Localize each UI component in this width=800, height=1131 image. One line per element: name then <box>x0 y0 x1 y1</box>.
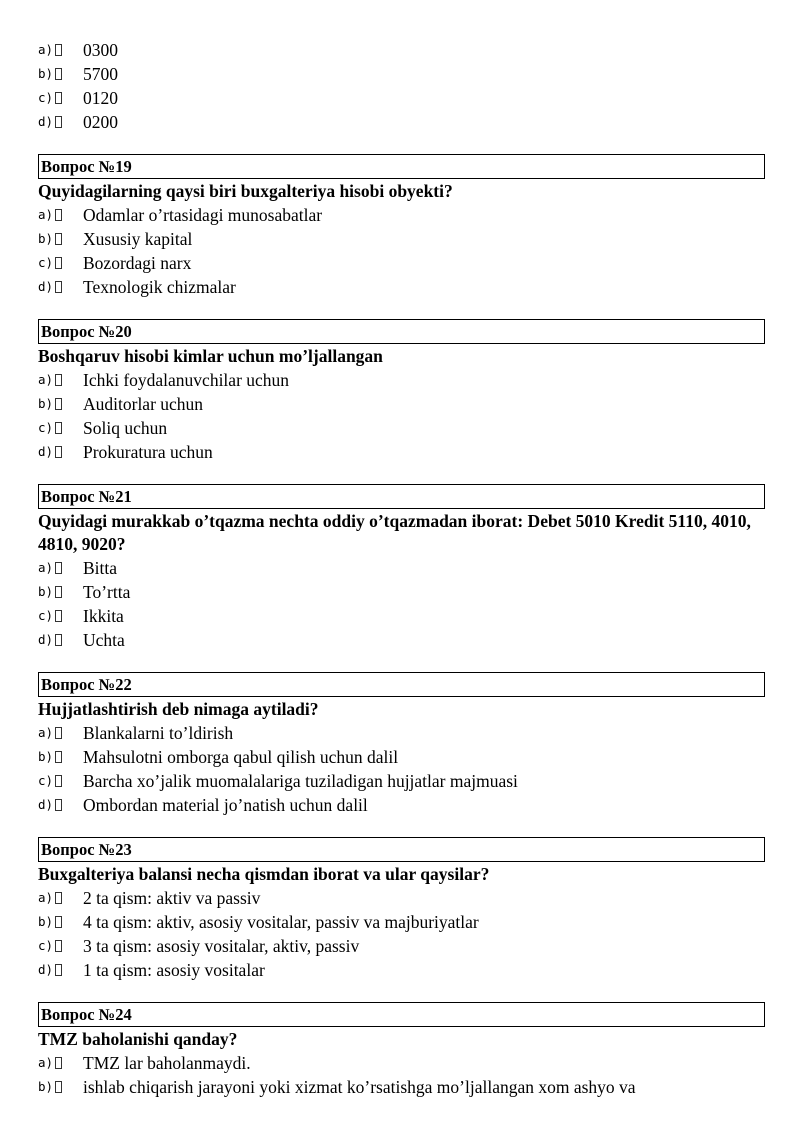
checkbox-icon[interactable] <box>55 1081 62 1093</box>
option-letter: d) <box>38 793 83 817</box>
option-a[interactable] <box>38 721 765 745</box>
checkbox-icon[interactable] <box>55 374 62 386</box>
option-b[interactable] <box>38 62 765 86</box>
option-d[interactable] <box>38 793 765 817</box>
option-text: Mahsulotni omborga qabul qilish uchun dalil <box>83 747 399 767</box>
question-block-21 <box>38 484 765 652</box>
option-letter: b) <box>38 1075 83 1099</box>
question-text: Buxgalteriya balansi necha qismdan iborat va ular qaysilar? <box>38 864 490 884</box>
question-header: Вопрос №20 <box>38 319 765 344</box>
option-a[interactable] <box>38 368 765 392</box>
option-d[interactable] <box>38 275 765 299</box>
option-text: 3 ta qism: asosiy vositalar, aktiv, passiv <box>83 936 360 956</box>
option-text: Prokuratura uchun <box>83 442 213 462</box>
checkbox-icon[interactable] <box>55 586 62 598</box>
option-b[interactable] <box>38 227 765 251</box>
checkbox-icon[interactable] <box>55 68 62 80</box>
test-page <box>38 38 765 1099</box>
option-letter: a) <box>38 1051 83 1075</box>
option-letter: a) <box>38 556 83 580</box>
option-letter: c) <box>38 769 83 793</box>
option-letter: d) <box>38 110 83 134</box>
option-b[interactable] <box>38 910 765 934</box>
option-text: Barcha xo’jalik muomalalariga tuziladigan hujjatlar majmuasi <box>83 771 518 791</box>
option-letter: c) <box>38 251 83 275</box>
question-block-19 <box>38 154 765 299</box>
option-text: Uchta <box>83 630 125 650</box>
question-block-23 <box>38 837 765 982</box>
option-text: 0120 <box>83 88 118 108</box>
checkbox-icon[interactable] <box>55 751 62 763</box>
question-text: Quyidagilarning qaysi biri buxgalteriya hisobi obyekti? <box>38 181 453 201</box>
checkbox-icon[interactable] <box>55 116 62 128</box>
checkbox-icon[interactable] <box>55 1057 62 1069</box>
option-b[interactable] <box>38 745 765 769</box>
option-letter: b) <box>38 910 83 934</box>
option-d[interactable] <box>38 958 765 982</box>
option-text: 4 ta qism: aktiv, asosiy vositalar, passiv va majburiyatlar <box>83 912 479 932</box>
checkbox-icon[interactable] <box>55 446 62 458</box>
option-c[interactable] <box>38 934 765 958</box>
option-c[interactable] <box>38 416 765 440</box>
checkbox-icon[interactable] <box>55 398 62 410</box>
checkbox-icon[interactable] <box>55 727 62 739</box>
question-text: Quyidagi murakkab o’tqazma nechta oddiy o’tqazmadan iborat: Debet 5010 Kredit 5110, 4010, 4810, 9020? <box>38 511 751 554</box>
option-text: 5700 <box>83 64 118 84</box>
option-letter: a) <box>38 38 83 62</box>
checkbox-icon[interactable] <box>55 916 62 928</box>
checkbox-icon[interactable] <box>55 634 62 646</box>
option-c[interactable] <box>38 769 765 793</box>
option-b[interactable] <box>38 392 765 416</box>
checkbox-icon[interactable] <box>55 799 62 811</box>
option-letter: c) <box>38 86 83 110</box>
option-text: Xususiy kapital <box>83 229 193 249</box>
option-letter: d) <box>38 275 83 299</box>
option-letter: b) <box>38 580 83 604</box>
question-header: Вопрос №24 <box>38 1002 765 1027</box>
option-letter: d) <box>38 628 83 652</box>
option-letter: a) <box>38 368 83 392</box>
checkbox-icon[interactable] <box>55 44 62 56</box>
option-letter: c) <box>38 604 83 628</box>
option-text: Bitta <box>83 558 118 578</box>
question-text: Hujjatlashtirish deb nimaga aytiladi? <box>38 699 319 719</box>
option-d[interactable] <box>38 440 765 464</box>
checkbox-icon[interactable] <box>55 964 62 976</box>
option-text: Bozordagi narx <box>83 253 192 273</box>
option-b[interactable] <box>38 1075 765 1099</box>
checkbox-icon[interactable] <box>55 209 62 221</box>
checkbox-icon[interactable] <box>55 562 62 574</box>
option-d[interactable] <box>38 628 765 652</box>
checkbox-icon[interactable] <box>55 92 62 104</box>
option-text: Auditorlar uchun <box>83 394 204 414</box>
option-text: Ichki foydalanuvchilar uchun <box>83 370 290 390</box>
option-letter: b) <box>38 62 83 86</box>
checkbox-icon[interactable] <box>55 892 62 904</box>
option-letter: a) <box>38 721 83 745</box>
option-text: To’rtta <box>83 582 131 602</box>
option-text: TMZ lar baholanmaydi. <box>83 1053 251 1073</box>
option-text: Ombordan material jo’natish uchun dalil <box>83 795 368 815</box>
option-letter: c) <box>38 416 83 440</box>
option-letter: b) <box>38 745 83 769</box>
checkbox-icon[interactable] <box>55 281 62 293</box>
checkbox-icon[interactable] <box>55 940 62 952</box>
option-b[interactable] <box>38 580 765 604</box>
option-a[interactable] <box>38 203 765 227</box>
question-text: Boshqaruv hisobi kimlar uchun mo’ljallangan <box>38 346 383 366</box>
option-letter: b) <box>38 392 83 416</box>
option-a[interactable] <box>38 38 765 62</box>
option-letter: a) <box>38 886 83 910</box>
question-block-20 <box>38 319 765 464</box>
option-letter: d) <box>38 958 83 982</box>
option-c[interactable] <box>38 251 765 275</box>
option-text: Ikkita <box>83 606 124 626</box>
option-text: Blankalarni to’ldirish <box>83 723 234 743</box>
option-a[interactable] <box>38 556 765 580</box>
option-text: Texnologik chizmalar <box>83 277 236 297</box>
question-block-24 <box>38 1002 765 1099</box>
option-text: Soliq uchun <box>83 418 168 438</box>
option-a[interactable] <box>38 1051 765 1075</box>
question-header: Вопрос №23 <box>38 837 765 862</box>
option-text: 0200 <box>83 112 118 132</box>
option-text: 0300 <box>83 40 118 60</box>
answer-options-q18 <box>38 38 765 134</box>
option-letter: c) <box>38 934 83 958</box>
option-d[interactable] <box>38 110 765 134</box>
option-text: Odamlar o’rtasidagi munosabatlar <box>83 205 323 225</box>
question-header: Вопрос №21 <box>38 484 765 509</box>
option-letter: d) <box>38 440 83 464</box>
option-c[interactable] <box>38 86 765 110</box>
option-text: 2 ta qism: aktiv va passiv <box>83 888 261 908</box>
option-text: ishlab chiqarish jarayoni yoki xizmat ko’rsatishga mo’ljallangan xom ashyo va <box>83 1077 636 1097</box>
checkbox-icon[interactable] <box>55 610 62 622</box>
option-letter: b) <box>38 227 83 251</box>
option-c[interactable] <box>38 604 765 628</box>
checkbox-icon[interactable] <box>55 233 62 245</box>
question-header: Вопрос №19 <box>38 154 765 179</box>
option-a[interactable] <box>38 886 765 910</box>
question-header: Вопрос №22 <box>38 672 765 697</box>
option-letter: a) <box>38 203 83 227</box>
checkbox-icon[interactable] <box>55 775 62 787</box>
question-text: TMZ baholanishi qanday? <box>38 1029 238 1049</box>
checkbox-icon[interactable] <box>55 257 62 269</box>
checkbox-icon[interactable] <box>55 422 62 434</box>
question-block-22 <box>38 672 765 817</box>
option-text: 1 ta qism: asosiy vositalar <box>83 960 265 980</box>
